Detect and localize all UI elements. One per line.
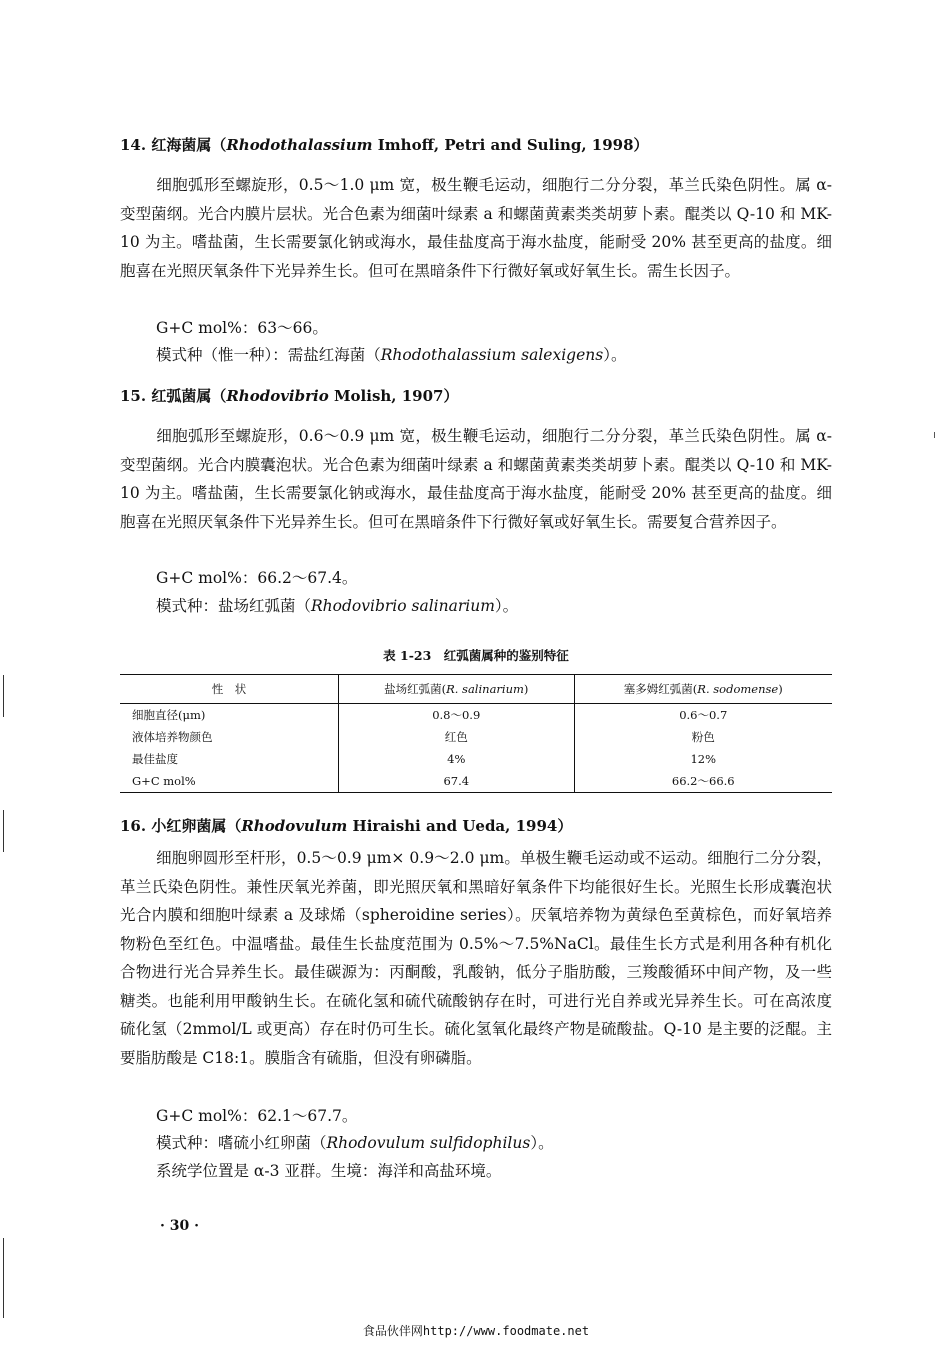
row-value-a: 4% [339,748,575,770]
row-value-a: 67.4 [339,770,575,793]
section-14-paragraph: 细胞弧形至螺旋形，0.5～1.0 μm 宽，极生鞭毛运动，细胞行二分分裂，革兰氏染色阴性。属 α-变型菌纲。光合内膜片层状。光合色素为细菌叶绿素 a 和螺菌黄素类类胡萝卜素。醌类以 Q-10 和 MK-10 为主。嗜盐菌，生长需要氯化钠或海水，最佳盐度高于海水盐度，能耐受 20% 甚至更高的盐度。细胞喜在光照厌氧条件下光异养生长。但可在黑暗条件下行微好氧或好氧生长。需生长因子。 [120,176,832,280]
section-14-type-species: 模式种（惟一种）：需盐红海菌（Rhodothalassium salexigens）。 [156,346,627,364]
section-16-type-species: 模式种：嗜硫小红卵菌（Rhodovulum sulfidophilus）。 [156,1134,554,1152]
heading-author: Hiraishi and Ueda, 1994） [347,817,573,835]
section-15-heading [120,385,459,406]
section-16-heading [120,815,572,836]
table-header-row [120,675,832,704]
heading-author: Imhoff, Petri and Suling, 1998） [372,136,649,154]
table-row [120,770,832,793]
row-trait: 细胞直径(μm) [132,708,206,722]
section-15-type-species: 模式种：盐场红弧菌（Rhodovibrio salinarium）。 [156,597,519,615]
row-value-b: 0.6～0.7 [574,704,832,727]
scan-tick-mark [934,432,935,438]
header-trait: 性 状 [120,675,339,704]
section-14-gc: G+C mol%：63～66。 [156,319,328,337]
section-14-heading [120,134,649,155]
scan-edge-mark [3,675,4,717]
page-number: · 30 · [160,1218,199,1234]
genus-name: Rhodovibrio [226,387,329,405]
scan-edge-mark [3,1238,4,1318]
heading-cn: 15. 红弧菌属（ [120,387,227,405]
row-trait: 液体培养物颜色 [132,730,213,744]
identification-table [120,674,832,793]
heading-cn: 14. 红海菌属（ [120,136,227,154]
genus-name: Rhodovulum [241,817,348,835]
section-16-phylogeny-habitat: 系统学位置是 α-3 亚群。生境：海洋和高盐环境。 [156,1162,502,1180]
row-value-a: 0.8～0.9 [339,704,575,727]
section-15-gc: G+C mol%：66.2～67.4。 [156,569,358,587]
header-r-salinarium: 盐场红弧菌(R. salinarium) [339,675,575,704]
row-trait: G+C mol% [132,774,196,788]
section-16-paragraph: 细胞卵圆形至杆形，0.5～0.9 μm× 0.9～2.0 μm。单极生鞭毛运动或不运动。细胞行二分分裂，革兰氏染色阴性。兼性厌氧光养菌，即光照厌氧和黑暗好氧条件下均能很好生长。光照生长形成囊泡状光合内膜和细胞叶绿素 a 及球烯（spheroidine series）。厌氧培养物为黄绿色至黄棕色，而好氧培养物粉色至红色。中温嗜盐。最佳生长盐度范围为 0.5%～7.5%NaCl。最佳生长方式是利用各种有机化合物进行光合异养生长。最佳碳源为：丙酮酸，乳酸钠，低分子脂肪酸，三羧酸循环中间产物，及一些糖类。也能利用甲酸钠生长。在硫化氢和硫代硫酸钠存在时，可进行光自养或光异养生长。可在高浓度硫化氢（2mmol/L 或更高）存在时仍可生长。硫化氢氧化最终产物是硫酸盐。Q-10 是主要的泛醌。主要脂肪酸是 C18:1。膜脂含有硫脂，但没有卵磷脂。 [120,849,832,1067]
row-value-a: 红色 [339,726,575,748]
header-r-sodomense: 塞多姆红弧菌(R. sodomense) [574,675,832,704]
heading-cn: 16. 小红卵菌属（ [120,817,242,835]
footer-watermark: 食品伙伴网http://www.foodmate.net [362,1324,590,1338]
row-value-b: 粉色 [574,726,832,748]
section-15-paragraph: 细胞弧形至螺旋形，0.6～0.9 μm 宽，极生鞭毛运动，细胞行二分分裂，革兰氏染色阴性。属 α-变型菌纲。光合内膜囊泡状。光合色素为细菌叶绿素 a 和螺菌黄素类类胡萝卜素。醌类以 Q-10 和 MK-10 为主。嗜盐菌，生长需要氯化钠或海水，最佳盐度高于海水盐度，能耐受 20% 甚至更高的盐度。细胞喜在光照厌氧条件下光异养生长。但可在黑暗条件下行微好氧或好氧生长。需要复合营养因子。 [120,427,832,531]
row-value-b: 66.2～66.6 [574,770,832,793]
table-caption: 表 1-23 红弧菌属种的鉴别特征 [383,648,569,663]
row-value-b: 12% [574,748,832,770]
section-16-gc: G+C mol%：62.1～67.7。 [156,1107,358,1125]
row-trait: 最佳盐度 [132,752,178,766]
table-row [120,748,832,770]
table-row [120,726,832,748]
genus-name: Rhodothalassium [226,136,373,154]
heading-author: Molish, 1907） [328,387,459,405]
table-row [120,704,832,727]
scan-edge-mark [3,810,4,852]
